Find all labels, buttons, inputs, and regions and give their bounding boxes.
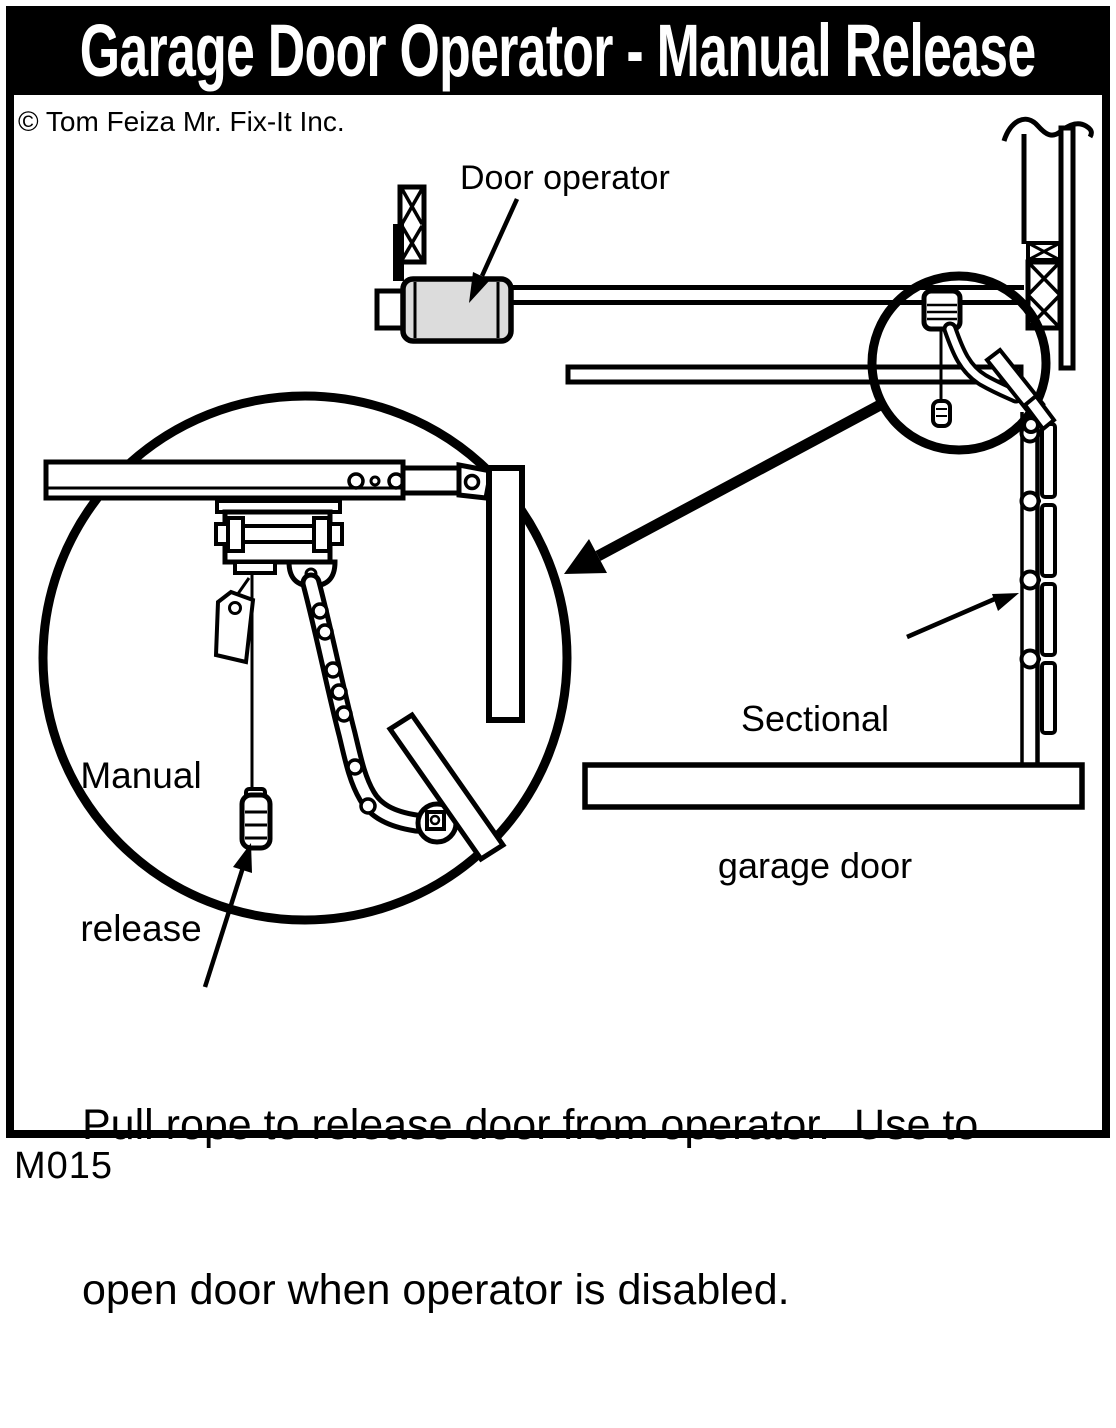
page-title: Garage Door Operator - Manual Release xyxy=(80,9,1036,92)
caption-line2: open door when operator is disabled. xyxy=(82,1266,790,1314)
header-bar xyxy=(568,367,1021,382)
figure-id: M015 xyxy=(14,1145,114,1187)
door-roller-icon xyxy=(1022,572,1039,589)
caption-text xyxy=(82,988,978,1428)
rail-detail xyxy=(46,462,491,498)
title-bar xyxy=(6,6,1110,95)
door-operator-label: Door operator xyxy=(460,159,670,197)
door-edge-detail xyxy=(489,468,522,720)
release-tag xyxy=(216,592,253,662)
door-roller-icon xyxy=(1022,651,1039,668)
sectional-line1: Sectional xyxy=(740,698,890,739)
door-roller-icon xyxy=(1022,493,1039,510)
copyright-note: © Tom Feiza Mr. Fix-It Inc. xyxy=(18,106,345,137)
manual-release-line1: Manual xyxy=(80,755,202,796)
caption-line1: Pull rope to release door from operator. Use to xyxy=(82,1101,979,1149)
sectional-line2: garage door xyxy=(717,845,913,886)
door-operator-drawing xyxy=(377,187,511,341)
sectional-garage-door-label xyxy=(695,596,935,988)
wall-break-squiggle xyxy=(1004,119,1091,141)
operator-body xyxy=(403,279,511,341)
release-handle xyxy=(242,789,270,848)
wall-framing xyxy=(1004,119,1091,368)
zoom-arrow xyxy=(564,404,882,574)
manual-release-line2: release xyxy=(80,908,202,949)
